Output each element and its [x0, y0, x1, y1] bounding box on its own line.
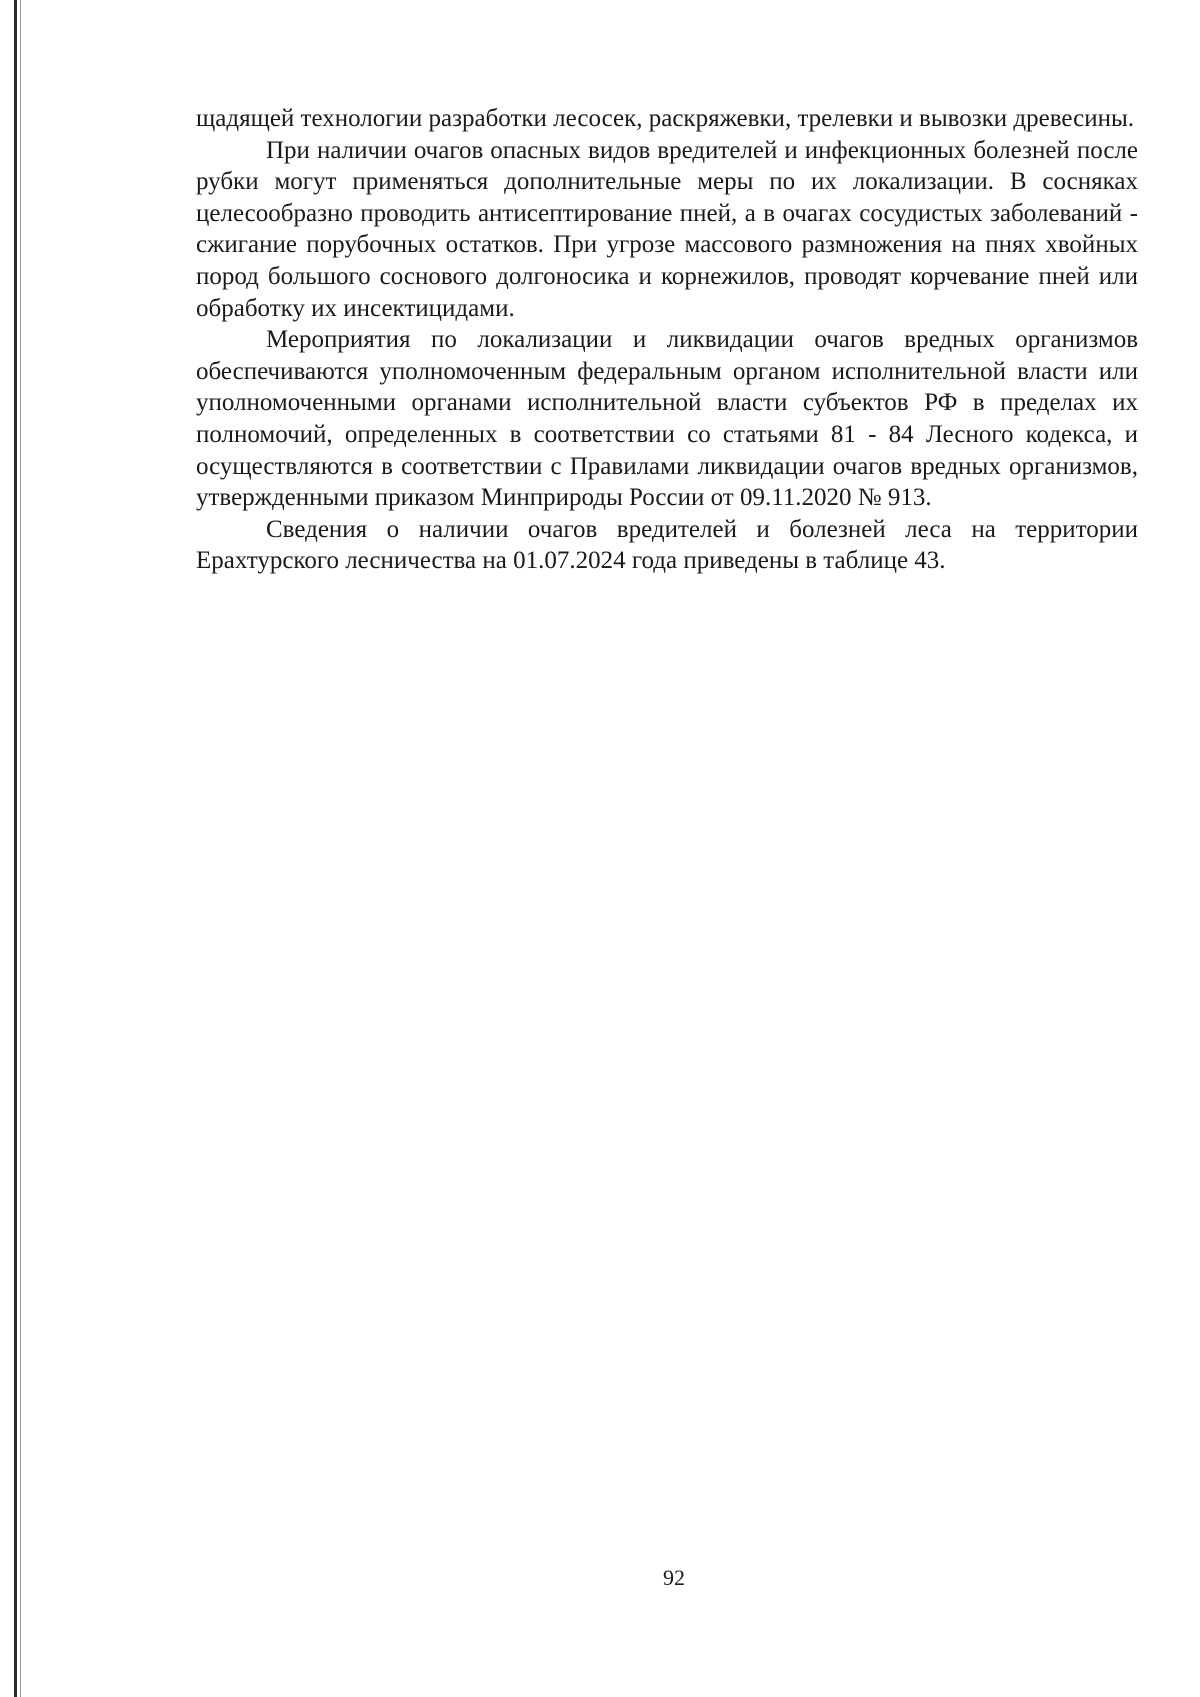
- paragraph-authorities: Мероприятия по локализации и ликвидации очагов вредных организмов обеспечиваются уполномоченным федеральным органом исполнительной власти или уполномоченными органами исполнительной власти субъектов РФ в пределах их полномочий, определенных в соответствии со статьями 81 - 84 Лесного кодекса, и осуществляются в соответствии с Правилами ликвидации очагов вредных организмов, утвержденными приказом Минприроды России от 09.11.2020 № 913.: [196, 326, 1138, 512]
- document-body: [196, 103, 1138, 577]
- paragraph-pest-measures: При наличии очагов опасных видов вредителей и инфекционных болезней после рубки могут применяться дополнительные меры по их локализации. В сосняках целесообразно проводить антисептирование пней, а в очагах сосудистых заболеваний - сжигание порубочных остатков. При угрозе массового размножения на пнях хвойных пород большого соснового долгоносика и корнежилов, проводят корчевание пней или обработку их инсектицидами.: [196, 136, 1138, 322]
- scan-edge-shadow: [20, 0, 21, 1697]
- scan-edge-line: [14, 0, 17, 1697]
- page-number: 92: [663, 1565, 685, 1590]
- paragraph-table-reference: Сведения о наличии очагов вредителей и болезней леса на территории Ерахтурского лесничества на 01.07.2024 года приведены в таблице 43.: [196, 515, 1138, 575]
- paragraph-continuation: щадящей технологии разработки лесосек, раскряжевки, трелевки и вывозки древесины.: [196, 105, 1135, 132]
